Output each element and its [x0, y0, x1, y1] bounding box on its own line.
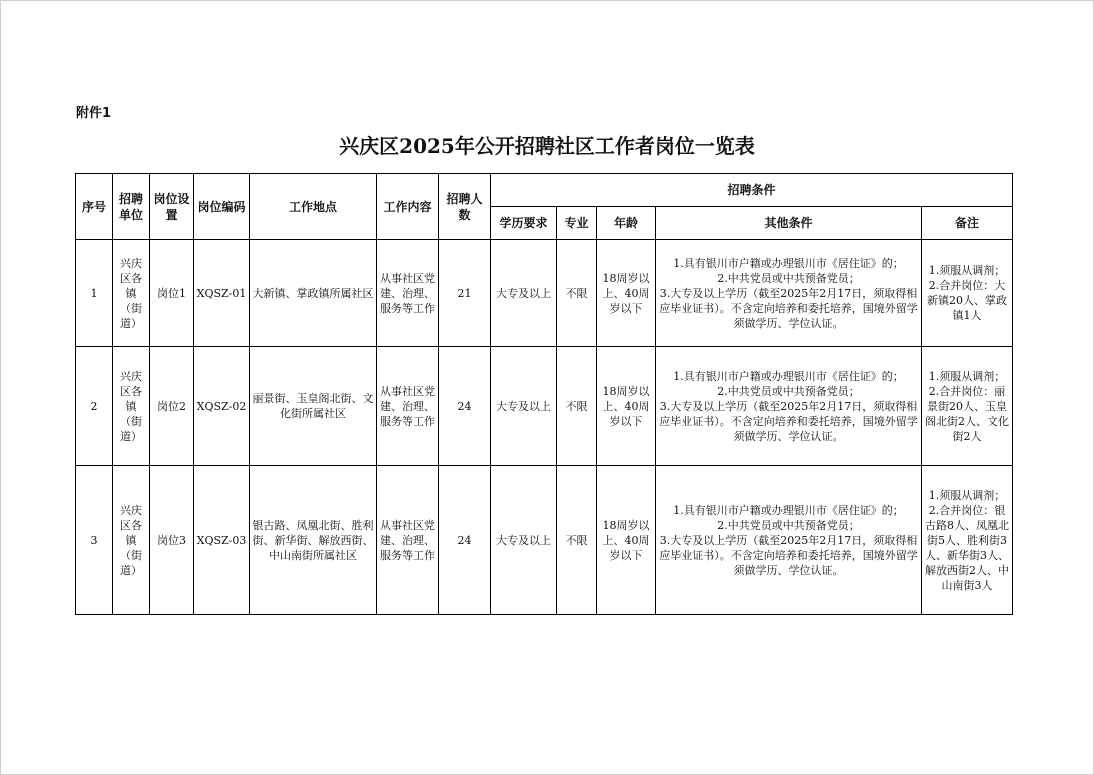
condition-line: 1.具有银川市户籍或办理银川市《居住证》的； [673, 503, 904, 517]
cell-code: XQSZ-01 [194, 240, 250, 347]
cell-content: 从事社区党建、治理、服务等工作 [377, 240, 439, 347]
header-content: 工作内容 [377, 174, 439, 240]
header-age: 年龄 [597, 207, 656, 240]
condition-line: 1.具有银川市户籍或办理银川市《居住证》的； [673, 369, 904, 383]
cell-age: 18周岁以上、40周岁以下 [597, 466, 656, 615]
condition-line: 1.具有银川市户籍或办理银川市《居住证》的； [673, 256, 904, 270]
cell-age: 18周岁以上、40周岁以下 [597, 347, 656, 466]
condition-line: 2.中共党员或中共预备党员； [717, 384, 860, 398]
condition-line: 2.中共党员或中共预备党员； [717, 518, 860, 532]
header-code: 岗位编码 [194, 174, 250, 240]
cell-content: 从事社区党建、治理、服务等工作 [377, 466, 439, 615]
cell-seq: 2 [76, 347, 113, 466]
cell-post: 岗位2 [150, 347, 194, 466]
cell-seq: 1 [76, 240, 113, 347]
condition-line: 3.大专及以上学历（截至2025年2月17日，须取得相应毕业证书）。不含定向培养和委托培养，国境外留学须做学历、学位认证。 [659, 533, 918, 577]
cell-education: 大专及以上 [491, 347, 557, 466]
cell-unit: 兴庆区各镇（街道） [113, 466, 150, 615]
header-major: 专业 [557, 207, 597, 240]
cell-unit: 兴庆区各镇（街道） [113, 347, 150, 466]
condition-line: 2.中共党员或中共预备党员； [717, 271, 860, 285]
header-location: 工作地点 [250, 174, 377, 240]
cell-location: 丽景街、玉皇阁北街、文化街所属社区 [250, 347, 377, 466]
cell-education: 大专及以上 [491, 240, 557, 347]
header-education: 学历要求 [491, 207, 557, 240]
cell-other-conditions [656, 240, 922, 347]
cell-age: 18周岁以上、40周岁以下 [597, 240, 656, 347]
cell-code: XQSZ-02 [194, 347, 250, 466]
cell-unit: 兴庆区各镇（街道） [113, 240, 150, 347]
document-title: 兴庆区2025年公开招聘社区工作者岗位一览表 [339, 134, 755, 158]
header-unit: 招聘单位 [113, 174, 150, 240]
header-seq: 序号 [76, 174, 113, 240]
condition-line: 3.大专及以上学历（截至2025年2月17日，须取得相应毕业证书）。不含定向培养和委托培养，国境外留学须做学历、学位认证。 [659, 399, 918, 443]
attachment-label: 附件1 [76, 106, 112, 121]
header-remarks: 备注 [922, 207, 1013, 240]
header-count: 招聘人数 [439, 174, 491, 240]
cell-remarks: 1.须服从调剂；2.合并岗位：大新镇20人、掌政镇1人 [922, 240, 1013, 347]
cell-count: 21 [439, 240, 491, 347]
positions-table [75, 173, 1013, 615]
cell-location: 银古路、凤凰北街、胜利街、新华街、解放西街、中山南街所属社区 [250, 466, 377, 615]
table-row [76, 240, 1013, 347]
header-row-1 [76, 174, 1013, 207]
cell-major: 不限 [557, 466, 597, 615]
cell-other-conditions [656, 347, 922, 466]
cell-seq: 3 [76, 466, 113, 615]
condition-line: 3.大专及以上学历（截至2025年2月17日，须取得相应毕业证书）。不含定向培养和委托培养，国境外留学须做学历、学位认证。 [659, 286, 918, 330]
cell-code: XQSZ-03 [194, 466, 250, 615]
cell-count: 24 [439, 347, 491, 466]
header-other: 其他条件 [656, 207, 922, 240]
cell-education: 大专及以上 [491, 466, 557, 615]
cell-other-conditions [656, 466, 922, 615]
table-row [76, 347, 1013, 466]
header-post: 岗位设置 [150, 174, 194, 240]
cell-post: 岗位3 [150, 466, 194, 615]
cell-location: 大新镇、掌政镇所属社区 [250, 240, 377, 347]
cell-major: 不限 [557, 347, 597, 466]
cell-remarks: 1.须服从调剂；2.合并岗位：丽景街20人、玉皇阁北街2人、文化街2人 [922, 347, 1013, 466]
header-conditions: 招聘条件 [491, 174, 1013, 207]
cell-count: 24 [439, 466, 491, 615]
table-row [76, 466, 1013, 615]
cell-major: 不限 [557, 240, 597, 347]
cell-remarks: 1.须服从调剂；2.合并岗位：银古路8人、凤凰北街5人、胜利街3人、新华街3人、解放西街2人、中山南街3人 [922, 466, 1013, 615]
cell-post: 岗位1 [150, 240, 194, 347]
cell-content: 从事社区党建、治理、服务等工作 [377, 347, 439, 466]
